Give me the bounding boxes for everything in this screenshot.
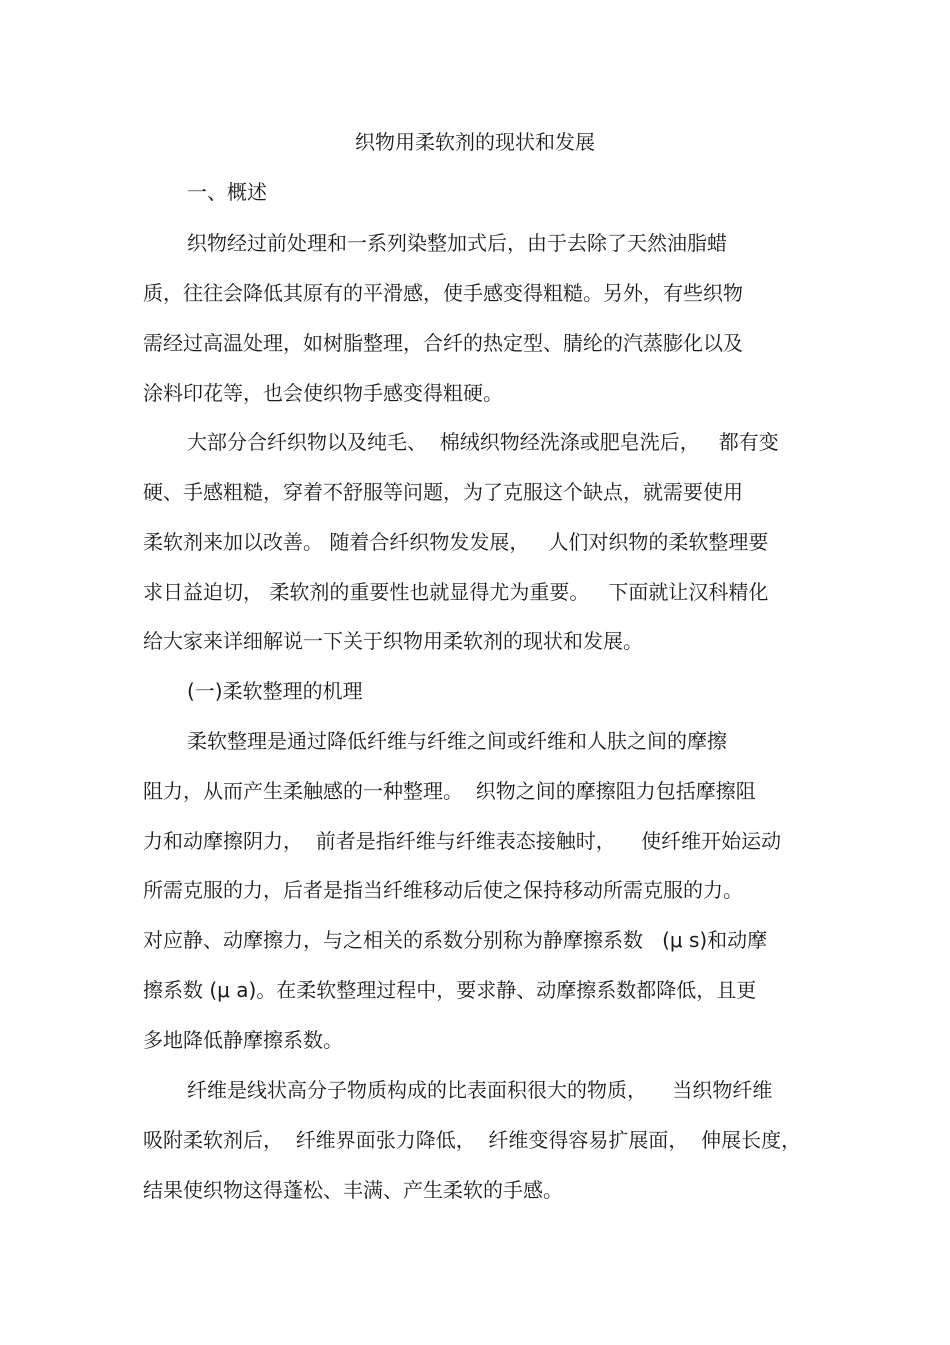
- paragraph-line: 需经过高温处理，如树脂整理，合纤的热定型、腈纶的汽蒸膨化以及: [143, 331, 743, 355]
- document-title: 织物用柔软剂的现状和发展: [355, 130, 595, 154]
- paragraph-line: 多地降低静摩擦系数。: [143, 1028, 343, 1052]
- paragraph-line: 柔软剂来加以改善。 随着合纤织物发发展， 人们对织物的柔软整理要: [143, 530, 769, 554]
- paragraph-line: 涂料印花等，也会使织物手感变得粗硬。: [143, 381, 503, 405]
- paragraph-line: 织物经过前处理和一系列染整加式后，由于去除了天然油脂蜡: [187, 231, 727, 255]
- paragraph-line: 结果使织物这得蓬松、丰满、产生柔软的手感。: [143, 1178, 563, 1202]
- paragraph-line: 大部分合纤织物以及纯毛、 棉绒织物经洗涤或肥皂洗后， 都有变: [187, 430, 779, 454]
- paragraph-line: 质，往往会降低其原有的平滑感，使手感变得粗糙。另外，有些织物: [143, 281, 743, 305]
- paragraph-line: 对应静、动摩擦力，与之相关的系数分别称为静摩擦系数 (μ s)和动摩: [143, 928, 768, 952]
- paragraph-line: 吸附柔软剂后， 纤维界面张力降低， 纤维变得容易扩展面， 伸展长度，: [143, 1128, 802, 1152]
- paragraph-line: 给大家来详细解说一下关于织物用柔软剂的现状和发展。: [143, 629, 643, 653]
- paragraph-line: 求日益迫切， 柔软剂的重要性也就显得尤为重要。 下面就让汉科精化: [143, 580, 769, 604]
- paragraph-line: 柔软整理是通过降低纤维与纤维之间或纤维和人肤之间的摩擦: [187, 729, 727, 753]
- paragraph-line: 擦系数 (μ a)。在柔软整理过程中，要求静、动摩擦系数都降低，且更: [143, 978, 757, 1002]
- paragraph-line: 硬、手感粗糙，穿着不舒服等问题，为了克服这个缺点，就需要使用: [143, 480, 743, 504]
- paragraph-line: 纤维是线状高分子物质构成的比表面积很大的物质， 当织物纤维: [187, 1078, 773, 1102]
- paragraph-line: 阻力，从而产生柔触感的一种整理。 织物之间的摩擦阻力包括摩擦阻: [143, 779, 756, 803]
- section-heading: 一、概述: [187, 180, 267, 204]
- subsection-heading: (一)柔软整理的机理: [187, 679, 363, 703]
- paragraph-line: 力和动摩擦阴力， 前者是指纤维与纤维表态接触时， 使纤维开始运动: [143, 829, 782, 853]
- paragraph-line: 所需克服的力，后者是指当纤维移动后使之保持移动所需克服的力。: [143, 878, 743, 902]
